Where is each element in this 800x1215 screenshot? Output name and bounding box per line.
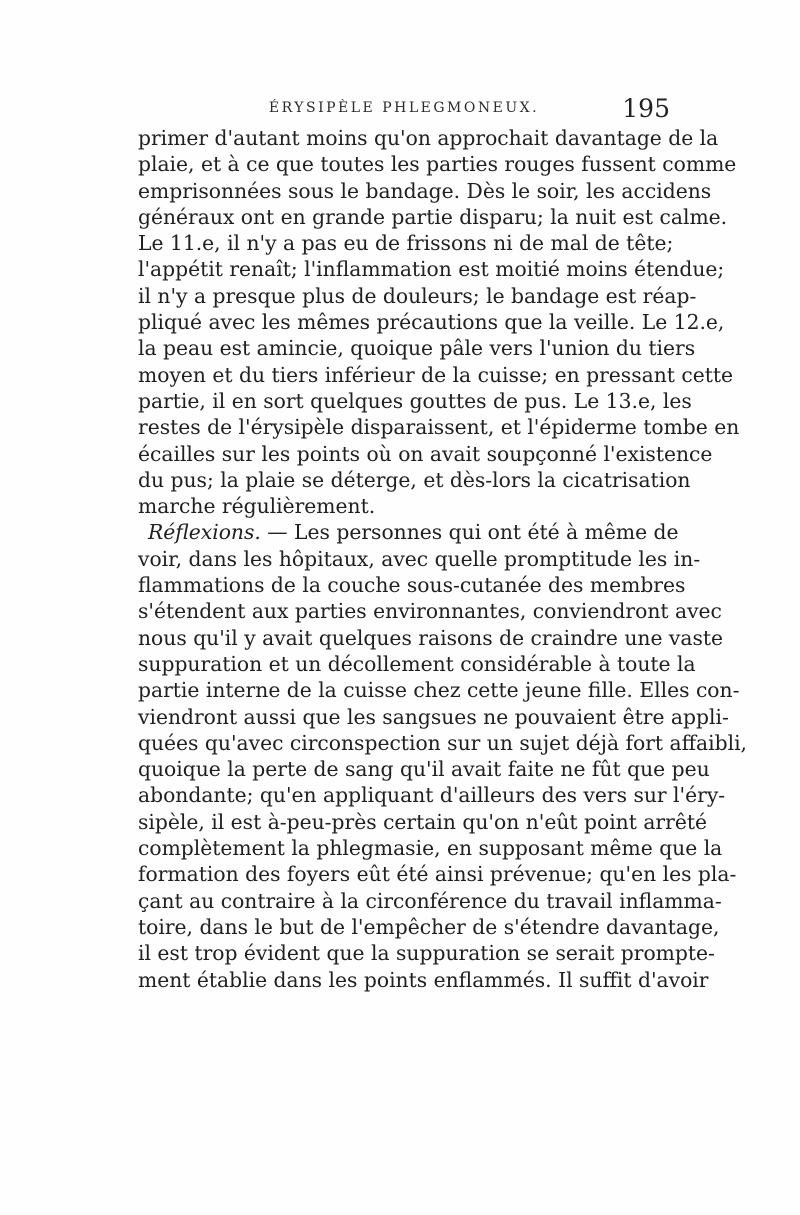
running-head [138, 94, 670, 124]
text-line: l'appétit renaît; l'inflammation est moitié moins étendue; [138, 257, 725, 282]
text-line: suppuration et un décollement considérable à toute la [138, 651, 696, 676]
running-title: ÉRYSIPÈLE PHLEGMONEUX. [268, 100, 540, 116]
text-line: plaie, et à ce que toutes les parties rouges fussent comme [138, 152, 737, 177]
reflexions-label: Réflexions. [148, 520, 261, 545]
text-line: restes de l'érysipèle disparaissent, et l'épiderme tombe en [138, 415, 740, 440]
reflexions-dash: — [260, 520, 295, 545]
text-line: voir, dans les hôpitaux, avec quelle promptitude les in- [138, 546, 701, 571]
text-line: primer d'autant moins qu'on approchait davantage de la [138, 126, 719, 150]
text-line: partie interne de la cuisse chez cette jeune fille. Elles con- [138, 678, 740, 703]
text-line: çant au contraire à la circonférence du travail inflamma- [138, 888, 722, 913]
reflexions-first-line-text: Les personnes qui ont été à même de [294, 520, 679, 545]
text-line: quées qu'avec circonspection sur un sujet déjà fort affaibli, [138, 730, 748, 755]
text-line: complètement la phlegmasie, en supposant même que la [138, 836, 723, 861]
text-line: viendront aussi que les sangsues ne pouvaient être appli- [138, 704, 729, 729]
text-line: Le 11.e, il n'y a pas eu de frissons ni de mal de tête; [138, 231, 674, 256]
text-line: pliqué avec les mêmes précautions que la veille. Le 12.e, [138, 310, 725, 335]
text-line: du pus; la plaie se déterge, et dès-lors la cicatrisation [138, 467, 691, 492]
text-line: sipèle, il est à-peu-près certain qu'on n'eût point arrêté [138, 809, 707, 834]
text-line: il est trop évident que la suppuration se serait prompte- [138, 941, 715, 966]
text-line: il n'y a presque plus de douleurs; le bandage est réap- [138, 283, 697, 308]
text-line: emprisonnées sous le bandage. Dès le soir, les accidens [138, 178, 712, 203]
text-line: s'étendent aux parties environnantes, conviendront avec [138, 599, 722, 624]
text-line: toire, dans le but de l'empêcher de s'étendre davantage, [138, 914, 720, 939]
text-line: marche régulièrement. [138, 494, 376, 519]
text-line: généraux ont en grande partie disparu; la nuit est calme. [138, 204, 728, 229]
body-text [138, 125, 748, 993]
text-line: nous qu'il y avait quelques raisons de craindre une vaste [138, 625, 724, 650]
text-line: abondante; qu'en appliquant d'ailleurs des vers sur l'éry- [138, 783, 726, 808]
page-number: 195 [622, 94, 670, 123]
reflexions-first-line [138, 519, 679, 545]
text-line: moyen et du tiers inférieur de la cuisse; en pressant cette [138, 362, 734, 387]
text-line: formation des foyers eût été ainsi prévenue; qu'en les pla- [138, 862, 737, 887]
text-line: quoique la perte de sang qu'il avait faite ne fût que peu [138, 757, 710, 782]
text-line: écailles sur les points où on avait soupçonné l'existence [138, 441, 713, 466]
text-line: la peau est amincie, quoique pâle vers l'union du tiers [138, 336, 696, 361]
text-line: partie, il en sort quelques gouttes de pus. Le 13.e, les [138, 388, 692, 413]
text-line: ment établie dans les points enflammés. Il suffit d'avoir [138, 967, 709, 992]
text-line: flammations de la couche sous-cutanée des membres [138, 573, 686, 598]
